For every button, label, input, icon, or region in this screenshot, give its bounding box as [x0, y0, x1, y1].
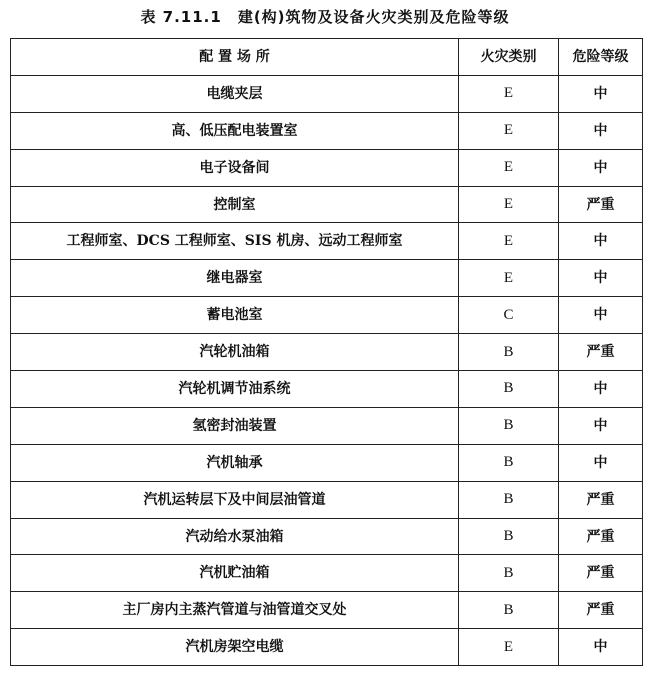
- fire-class-cell: B: [459, 481, 559, 518]
- danger-level-cell: 中: [559, 223, 643, 260]
- table-row: [11, 555, 643, 592]
- danger-level-cell: 中: [559, 260, 643, 297]
- place-cell: 高、低压配电装置室: [11, 112, 459, 149]
- danger-level-cell: 中: [559, 297, 643, 334]
- fire-class-cell: E: [459, 112, 559, 149]
- table-row: [11, 592, 643, 629]
- danger-level-cell: 中: [559, 371, 643, 408]
- danger-level-cell: 中: [559, 112, 643, 149]
- fire-class-cell: E: [459, 629, 559, 666]
- table-title: 表 7.11.1 建(构)筑物及设备火灾类别及危险等级: [140, 8, 510, 26]
- table-row: [11, 334, 643, 371]
- place-cell: 控制室: [11, 186, 459, 223]
- fire-class-cell: B: [459, 518, 559, 555]
- danger-level-cell: 严重: [559, 592, 643, 629]
- table-row: [11, 481, 643, 518]
- fire-class-cell: B: [459, 334, 559, 371]
- fire-class-cell: E: [459, 260, 559, 297]
- table-body: [11, 75, 643, 665]
- place-cell: 汽动给水泵油箱: [11, 518, 459, 555]
- danger-level-cell: 严重: [559, 555, 643, 592]
- fire-class-cell: B: [459, 555, 559, 592]
- place-cell: 汽轮机油箱: [11, 334, 459, 371]
- table-row: [11, 75, 643, 112]
- table-row: [11, 444, 643, 481]
- fire-class-cell: B: [459, 592, 559, 629]
- table-row: [11, 260, 643, 297]
- table-row: [11, 629, 643, 666]
- place-cell: 电缆夹层: [11, 75, 459, 112]
- table-row: [11, 371, 643, 408]
- place-cell: 工程师室、DCS 工程师室、SIS 机房、远动工程师室: [11, 223, 459, 260]
- danger-level-cell: 中: [559, 75, 643, 112]
- fire-class-table: [10, 38, 643, 666]
- place-cell: 继电器室: [11, 260, 459, 297]
- fire-class-cell: E: [459, 75, 559, 112]
- place-cell: 汽轮机调节油系统: [11, 371, 459, 408]
- danger-level-cell: 严重: [559, 186, 643, 223]
- place-cell: 主厂房内主蒸汽管道与油管道交叉处: [11, 592, 459, 629]
- table-row: [11, 297, 643, 334]
- fire-class-cell: B: [459, 407, 559, 444]
- place-cell: 汽机运转层下及中间层油管道: [11, 481, 459, 518]
- header-place: 配 置 场 所: [11, 39, 459, 76]
- danger-level-cell: 严重: [559, 334, 643, 371]
- fire-class-cell: E: [459, 223, 559, 260]
- fire-class-cell: E: [459, 186, 559, 223]
- place-cell: 汽机贮油箱: [11, 555, 459, 592]
- danger-level-cell: 中: [559, 149, 643, 186]
- danger-level-cell: 中: [559, 407, 643, 444]
- danger-level-cell: 中: [559, 444, 643, 481]
- fire-class-cell: E: [459, 149, 559, 186]
- table-row: [11, 186, 643, 223]
- fire-class-cell: C: [459, 297, 559, 334]
- place-cell: 电子设备间: [11, 149, 459, 186]
- header-danger-level: 危险等级: [559, 39, 643, 76]
- danger-level-cell: 中: [559, 629, 643, 666]
- place-cell: 氢密封油装置: [11, 407, 459, 444]
- danger-level-cell: 严重: [559, 518, 643, 555]
- fire-class-cell: B: [459, 444, 559, 481]
- header-fire-class: 火灾类别: [459, 39, 559, 76]
- table-header-row: [11, 39, 643, 76]
- danger-level-cell: 严重: [559, 481, 643, 518]
- place-cell: 汽机房架空电缆: [11, 629, 459, 666]
- fire-class-cell: B: [459, 371, 559, 408]
- table-row: [11, 518, 643, 555]
- table-row: [11, 112, 643, 149]
- table-row: [11, 407, 643, 444]
- table-row: [11, 149, 643, 186]
- place-cell: 蓄电池室: [11, 297, 459, 334]
- table-row: [11, 223, 643, 260]
- place-cell: 汽机轴承: [11, 444, 459, 481]
